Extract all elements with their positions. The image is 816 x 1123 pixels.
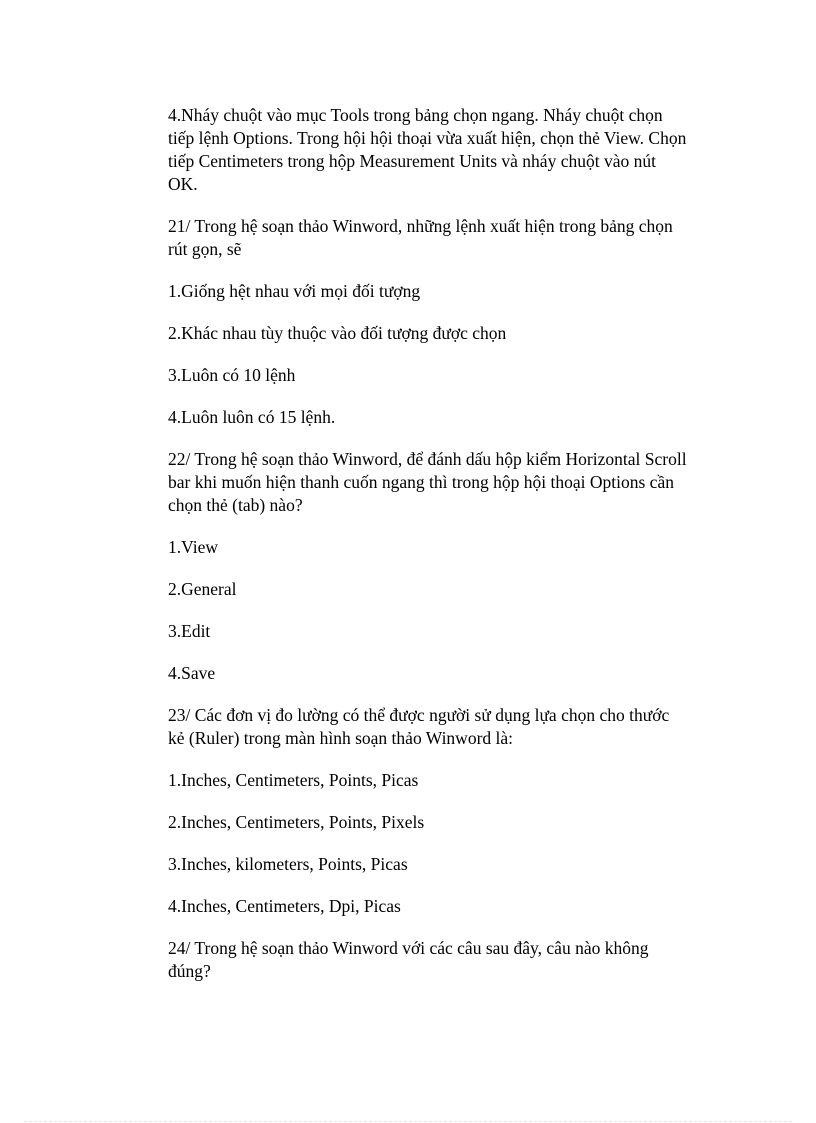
answer-option: 4.Save bbox=[168, 663, 216, 683]
document-page bbox=[168, 104, 688, 1002]
answer-option: 4.Inches, Centimeters, Dpi, Picas bbox=[168, 896, 401, 916]
answer-option: 3.Edit bbox=[168, 621, 211, 641]
answer-option: 4.Luôn luôn có 15 lệnh. bbox=[168, 407, 336, 427]
answer-option: 1.Inches, Centimeters, Points, Picas bbox=[168, 770, 419, 790]
answer-option: 2.Khác nhau tùy thuộc vào đối tượng được chọn bbox=[168, 323, 507, 343]
answer-option: 3.Inches, kilometers, Points, Picas bbox=[168, 854, 408, 874]
answer-option: 2.General bbox=[168, 579, 237, 599]
answer-option: 2.Inches, Centimeters, Points, Pixels bbox=[168, 812, 425, 832]
question-21: 21/ Trong hệ soạn thảo Winword, những lệnh xuất hiện trong bảng chọn rút gọn, sẽ bbox=[168, 216, 673, 259]
answer-option: 3.Luôn có 10 lệnh bbox=[168, 365, 296, 385]
page-bottom-divider bbox=[24, 1121, 792, 1122]
question-23: 23/ Các đơn vị đo lường có thể được người sử dụng lựa chọn cho thước kẻ (Ruler) trong màn hình soạn thảo Winword là: bbox=[168, 705, 670, 748]
answer-option: 1.View bbox=[168, 537, 218, 557]
question-24: 24/ Trong hệ soạn thảo Winword với các câu sau đây, câu nào không đúng? bbox=[168, 938, 649, 981]
answer-option: 4.Nháy chuột vào mục Tools trong bảng chọn ngang. Nháy chuột chọn tiếp lệnh Options. Trong hội hội thoại vừa xuất hiện, chọn thẻ View. Chọn tiếp Centimeters trong hộp Measurement Units và nháy chuột vào nút OK. bbox=[168, 105, 687, 194]
question-22: 22/ Trong hệ soạn thảo Winword, để đánh dấu hộp kiểm Horizontal Scroll bar khi muốn hiện thanh cuốn ngang thì trong hộp hội thoại Options cần chọn thẻ (tab) nào? bbox=[168, 449, 687, 515]
answer-option: 1.Giống hệt nhau với mọi đối tượng bbox=[168, 281, 421, 301]
